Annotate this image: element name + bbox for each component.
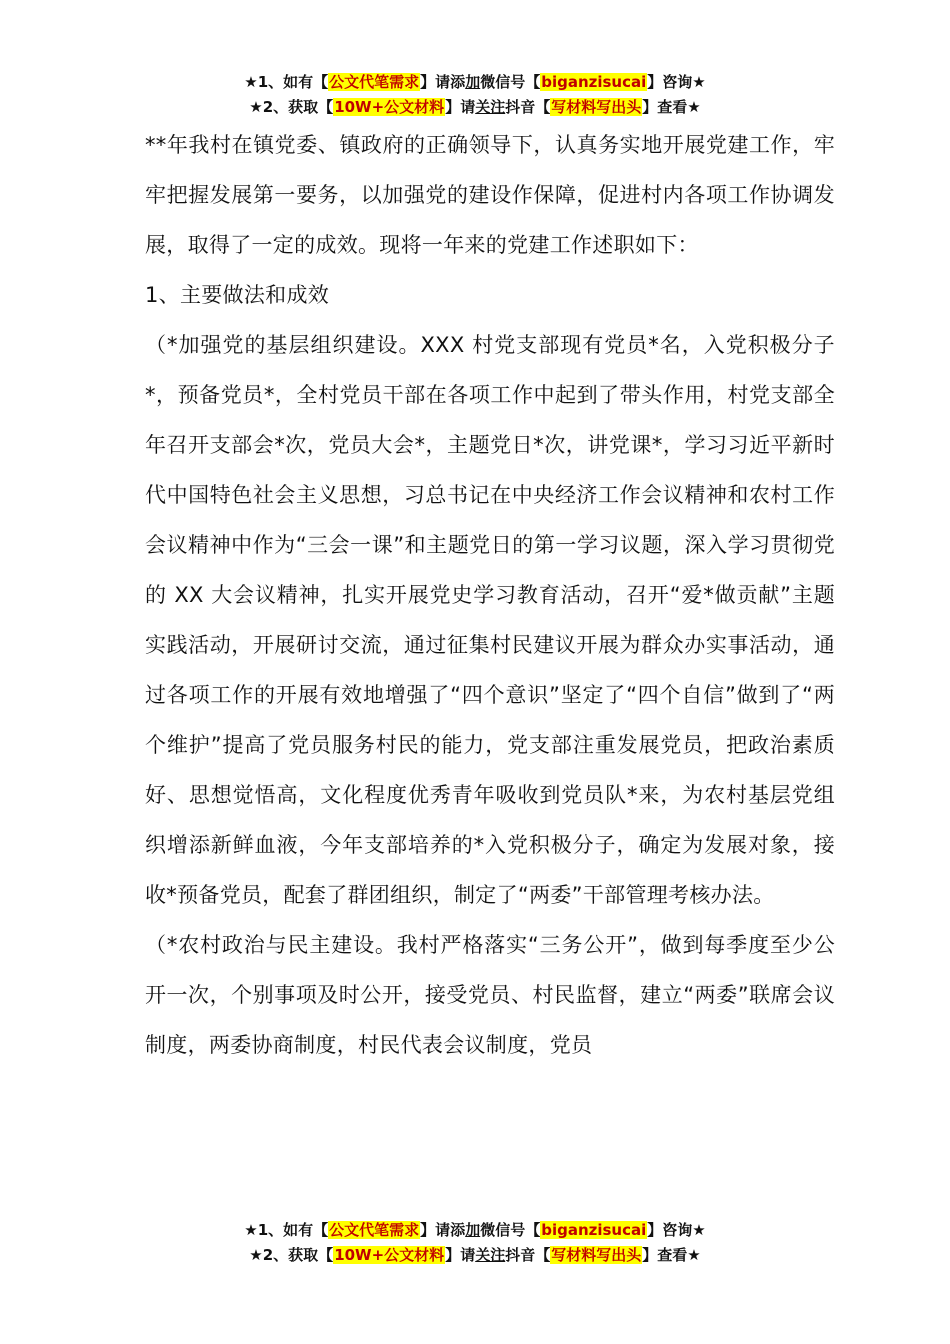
banner-text: 抖音【 [505, 1246, 551, 1264]
banner-text: ★2、获取【 [249, 98, 334, 116]
banner-text: 】请添 [420, 1221, 466, 1239]
democracy-paragraph: （*农村政治与民主建设。我村严格落实“三务公开”，做到每季度至少公开一次，个别事项及时公开，接受党员、村民监督，建立“两委”联席会议制度，两委协商制度，村民代表会议制度，党员 [145, 933, 835, 1057]
banner-text: 】请添 [420, 73, 466, 91]
banner-text: 抖音【 [505, 98, 551, 116]
banner-highlight-douyin: 写材料写出头 [551, 98, 642, 116]
header-banner [0, 70, 950, 120]
banner-underlined: 关注 [475, 98, 506, 116]
banner-text: ★1、如有【 [244, 1221, 329, 1239]
banner-highlight: 公文代笔需求 [329, 73, 420, 91]
banner-text: 】查看★ [642, 1246, 701, 1264]
banner-highlight: 公文代笔需求 [329, 1221, 420, 1239]
organization-paragraph: （*加强党的基层组织建设。XXX 村党支部现有党员*名，入党积极分子*，预备党员*，全村党员干部在各项工作中起到了带头作用，村党支部全年召开支部会*次，党员大会*，主题党日*次，讲党课*，学习习近平新时代中国特色社会主义思想，习总书记在中央经济工作会议精神和农村工作会议精神中作为“三会一课”和主题党日的第一学习议题，深入学习贯彻党的 XX 大会议精神，扎实开展党史学习教育活动，召开“爱*做贡献”主题实践活动，开展研讨交流，通过征集村民建议开展为群众办实事活动，通过各项工作的开展有效地增强了“四个意识”坚定了“四个自信”做到了“两个维护”提高了党员服务村民的能力，党支部注重发展党员，把政治素质好、思想觉悟高，文化程度优秀青年吸收到党员队*来，为农村基层党组织增添新鲜血液，今年支部培养的*入党积极分子，确定为发展对象，接收*预备党员，配套了群团组织，制定了“两委”干部管理考核办法。 [145, 333, 835, 907]
banner-text: 】请 [445, 98, 476, 116]
banner-text: ★2、获取【 [249, 1246, 334, 1264]
footer-banner [0, 1218, 950, 1268]
intro-paragraph: **年我村在镇党委、镇政府的正确领导下，认真务实地开展党建工作，牢牢把握发展第一要务，以加强党的建设作保障，促进村内各项工作协调发展，取得了一定的成效。现将一年来的党建工作述职如下： [145, 133, 836, 257]
banner-underlined: 加 [465, 73, 481, 91]
banner-highlight-wechat: biganzisucai [541, 73, 647, 91]
banner-line-1 [0, 1218, 950, 1243]
banner-text: 】咨询★ [647, 73, 706, 91]
banner-text: 微信号【 [480, 73, 541, 91]
document-body [145, 120, 835, 1070]
banner-text: 】咨询★ [647, 1221, 706, 1239]
banner-text: ★1、如有【 [244, 73, 329, 91]
banner-text: 微信号【 [480, 1221, 541, 1239]
banner-underlined: 关注 [475, 1246, 506, 1264]
banner-highlight-wechat: biganzisucai [541, 1221, 647, 1239]
banner-line-2 [0, 95, 950, 120]
banner-highlight: 10W+公文材料 [334, 98, 445, 116]
banner-underlined: 加 [465, 1221, 481, 1239]
banner-text: 】查看★ [642, 98, 701, 116]
banner-line-2 [0, 1243, 950, 1268]
section-heading: 1、主要做法和成效 [145, 283, 330, 307]
banner-text: 】请 [445, 1246, 476, 1264]
banner-line-1 [0, 70, 950, 95]
banner-highlight: 10W+公文材料 [334, 1246, 445, 1264]
banner-highlight-douyin: 写材料写出头 [551, 1246, 642, 1264]
